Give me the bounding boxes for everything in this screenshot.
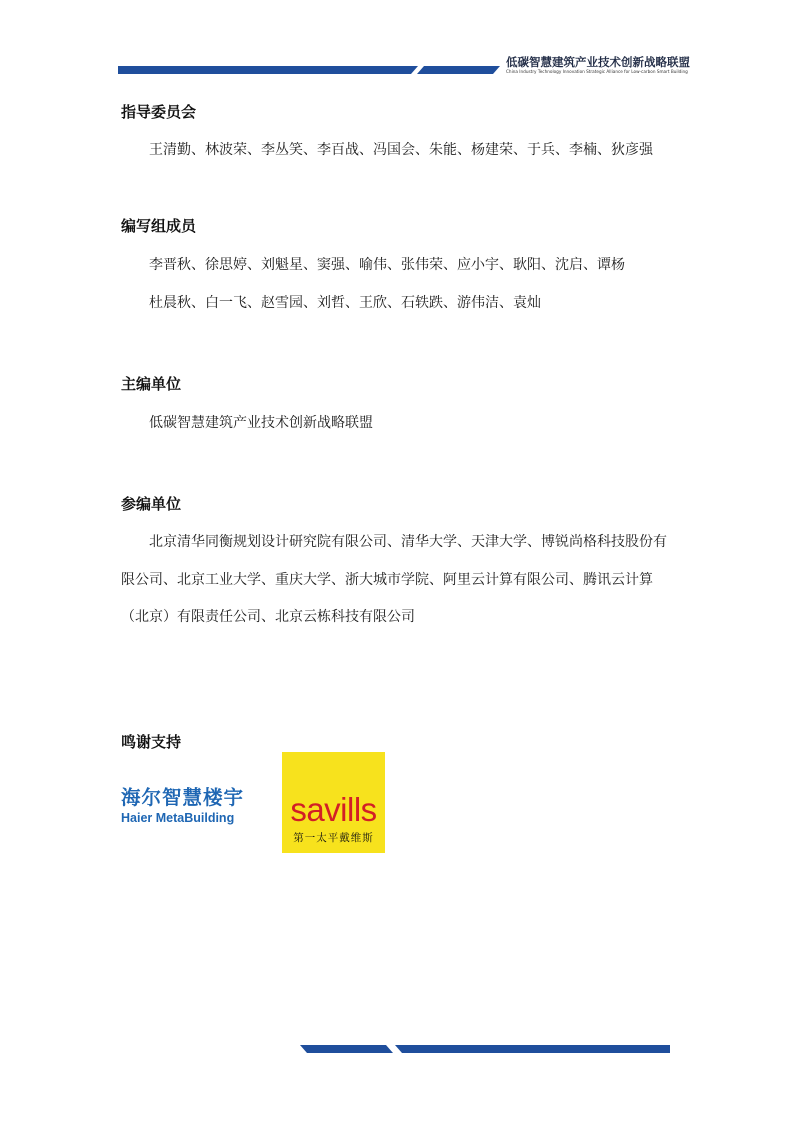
footer-bar xyxy=(0,1030,793,1070)
savills-logo-word: savills xyxy=(290,791,377,828)
header-title: 低碳智慧建筑产业技术创新战略联盟 xyxy=(506,55,690,69)
savills-logo xyxy=(282,752,385,853)
section-body-writers xyxy=(121,247,677,322)
writers-line: 李晋秋、徐思婷、刘魁星、窦强、喻伟、张伟荣、应小宇、耿阳、沈启、谭杨 xyxy=(149,257,625,273)
section-body-participants: 北京清华同衡规划设计研究院有限公司、清华大学、天津大学、博锐尚格科技股份有限公司、北京工业大学、重庆大学、浙大城市学院、阿里云计算有限公司、腾讯云计算（北京）有限责任公司、北京云栋科技有限公司 xyxy=(121,534,667,625)
haier-logo-cn: 海尔智慧楼宇 xyxy=(121,786,245,809)
writers-line: 杜晨秋、白一飞、赵雪园、刘哲、王欣、石轶跌、游伟洁、袁灿 xyxy=(149,294,541,311)
haier-logo-en: Haier MetaBuilding xyxy=(121,811,235,825)
header-bar xyxy=(0,0,793,120)
section-title-editor: 主编单位 xyxy=(121,375,182,393)
section-title-writers: 编写组成员 xyxy=(121,217,197,235)
steering-line: 王清勤、林波荣、李丛笑、李百战、冯国会、朱能、杨建荣、于兵、李楠、狄彦强 xyxy=(149,142,653,158)
section-title-thanks: 鸣谢支持 xyxy=(121,733,182,751)
section-body-editor xyxy=(121,405,677,443)
savills-logo-cn: 第一太平戴维斯 xyxy=(293,832,374,844)
section-title-steering: 指导委员会 xyxy=(121,103,197,121)
haier-logo xyxy=(121,786,261,826)
section-title-participants: 参编单位 xyxy=(121,495,182,513)
editor-line: 低碳智慧建筑产业技术创新战略联盟 xyxy=(149,415,373,431)
section-body-steering xyxy=(121,132,677,170)
header-subtitle: China Industry Technology Innovation Strategic Alliance for Low-carbon Smart Building xyxy=(506,69,688,74)
